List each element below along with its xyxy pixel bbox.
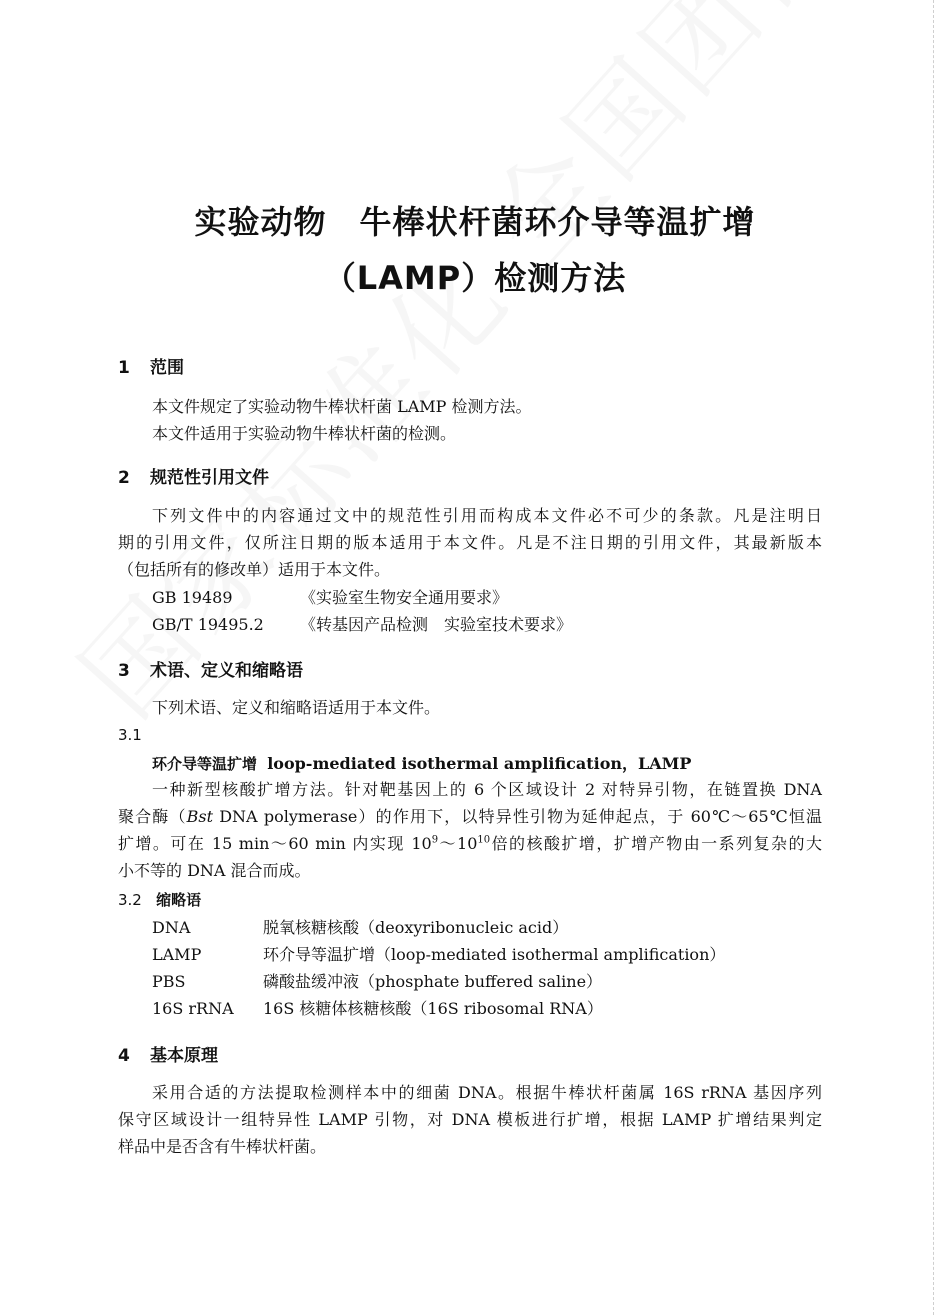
text-run: DNA polymerase）的作用下，以特异性引物为延伸起点，于 60℃～65℃恒温 [213, 807, 822, 826]
text-run: 扩增。可在 15 min～60 min 内实现 10 [118, 834, 432, 853]
reference-title: 《实验室生物安全通用要求》 [300, 588, 509, 607]
section-4-heading [118, 1041, 218, 1066]
paragraph: 本文件适用于实验动物牛棒状杆菌的检测。 [152, 424, 457, 443]
definition-line: 一种新型核酸扩增方法。针对靶基因上的 6 个区域设计 2 对特异引物，在链置换 DNA [152, 780, 822, 799]
section-number: 4 [118, 1046, 130, 1066]
subsection-number: 3.1 [118, 726, 142, 744]
paragraph-line: 期的引用文件，仅所注日期的版本适用于本文件。凡是不注日期的引用文件，其最新版本 [118, 533, 822, 552]
subsection-number: 3.2 [118, 891, 142, 909]
abbreviation: LAMP [152, 945, 202, 964]
section-2-heading [118, 463, 269, 488]
subsection-title: 缩略语 [156, 891, 202, 909]
section-3-heading [118, 656, 303, 681]
term-entry [152, 750, 691, 778]
section-title: 基本原理 [150, 1046, 218, 1066]
paragraph-line: 采用合适的方法提取检测样本中的细菌 DNA。根据牛棒状杆菌属 16S rRNA 基因序列 [152, 1083, 822, 1102]
document-title-line1: 实验动物 牛棒状杆菌环介导等温扩增 [194, 203, 756, 241]
text-run: ～10 [438, 834, 478, 853]
abbreviation: 16S rRNA [152, 999, 234, 1018]
paragraph-line: 下列文件中的内容通过文中的规范性引用而构成本文件必不可少的条款。凡是注明日 [152, 506, 822, 525]
abbreviation-definition: 环介导等温扩增（loop-mediated isothermal amplification） [263, 945, 726, 964]
subsection-heading [118, 889, 201, 910]
section-title: 术语、定义和缩略语 [150, 661, 303, 681]
reference-code: GB 19489 [152, 588, 233, 607]
abbreviation-definition: 磷酸盐缓冲液（phosphate buffered saline） [263, 972, 603, 991]
definition-line: 小不等的 DNA 混合而成。 [118, 861, 311, 880]
superscript: 9 [431, 834, 439, 846]
section-1-heading [118, 353, 184, 378]
text-run: 聚合酶（ [118, 807, 187, 826]
text-run-italic: Bst [186, 807, 213, 826]
section-number: 3 [118, 661, 130, 681]
section-title: 规范性引用文件 [150, 468, 269, 488]
section-number: 2 [118, 468, 130, 488]
abbreviation: DNA [152, 918, 191, 937]
definition-line [118, 830, 822, 857]
definition-line [118, 803, 822, 830]
abbreviation-definition: 16S 核糖体核糖核酸（16S ribosomal RNA） [263, 999, 603, 1018]
paragraph-line: 样品中是否含有牛棒状杆菌。 [118, 1137, 327, 1156]
paragraph: 下列术语、定义和缩略语适用于本文件。 [152, 698, 441, 717]
reference-code: GB/T 19495.2 [152, 615, 264, 634]
paragraph: 本文件规定了实验动物牛棒状杆菌 LAMP 检测方法。 [152, 397, 532, 416]
abbreviation-definition: 脱氧核糖核酸（deoxyribonucleic acid） [263, 918, 569, 937]
section-number: 1 [118, 358, 130, 378]
text-run: 倍的核酸扩增，扩增产物由一系列复杂的大 [490, 834, 822, 853]
paragraph-line: （包括所有的修改单）适用于本文件。 [118, 560, 391, 579]
document-title-line2: （LAMP）检测方法 [323, 259, 627, 297]
term-chinese: 环介导等温扩增 [152, 755, 258, 773]
term-english: loop-mediated isothermal amplification，LAMP [267, 754, 692, 773]
superscript: 10 [477, 834, 491, 846]
section-title: 范围 [150, 358, 184, 378]
paragraph-line: 保守区域设计一组特异性 LAMP 引物，对 DNA 模板进行扩增，根据 LAMP 扩增结果判定 [118, 1110, 822, 1129]
abbreviation: PBS [152, 972, 186, 991]
reference-title: 《转基因产品检测 实验室技术要求》 [300, 615, 573, 634]
